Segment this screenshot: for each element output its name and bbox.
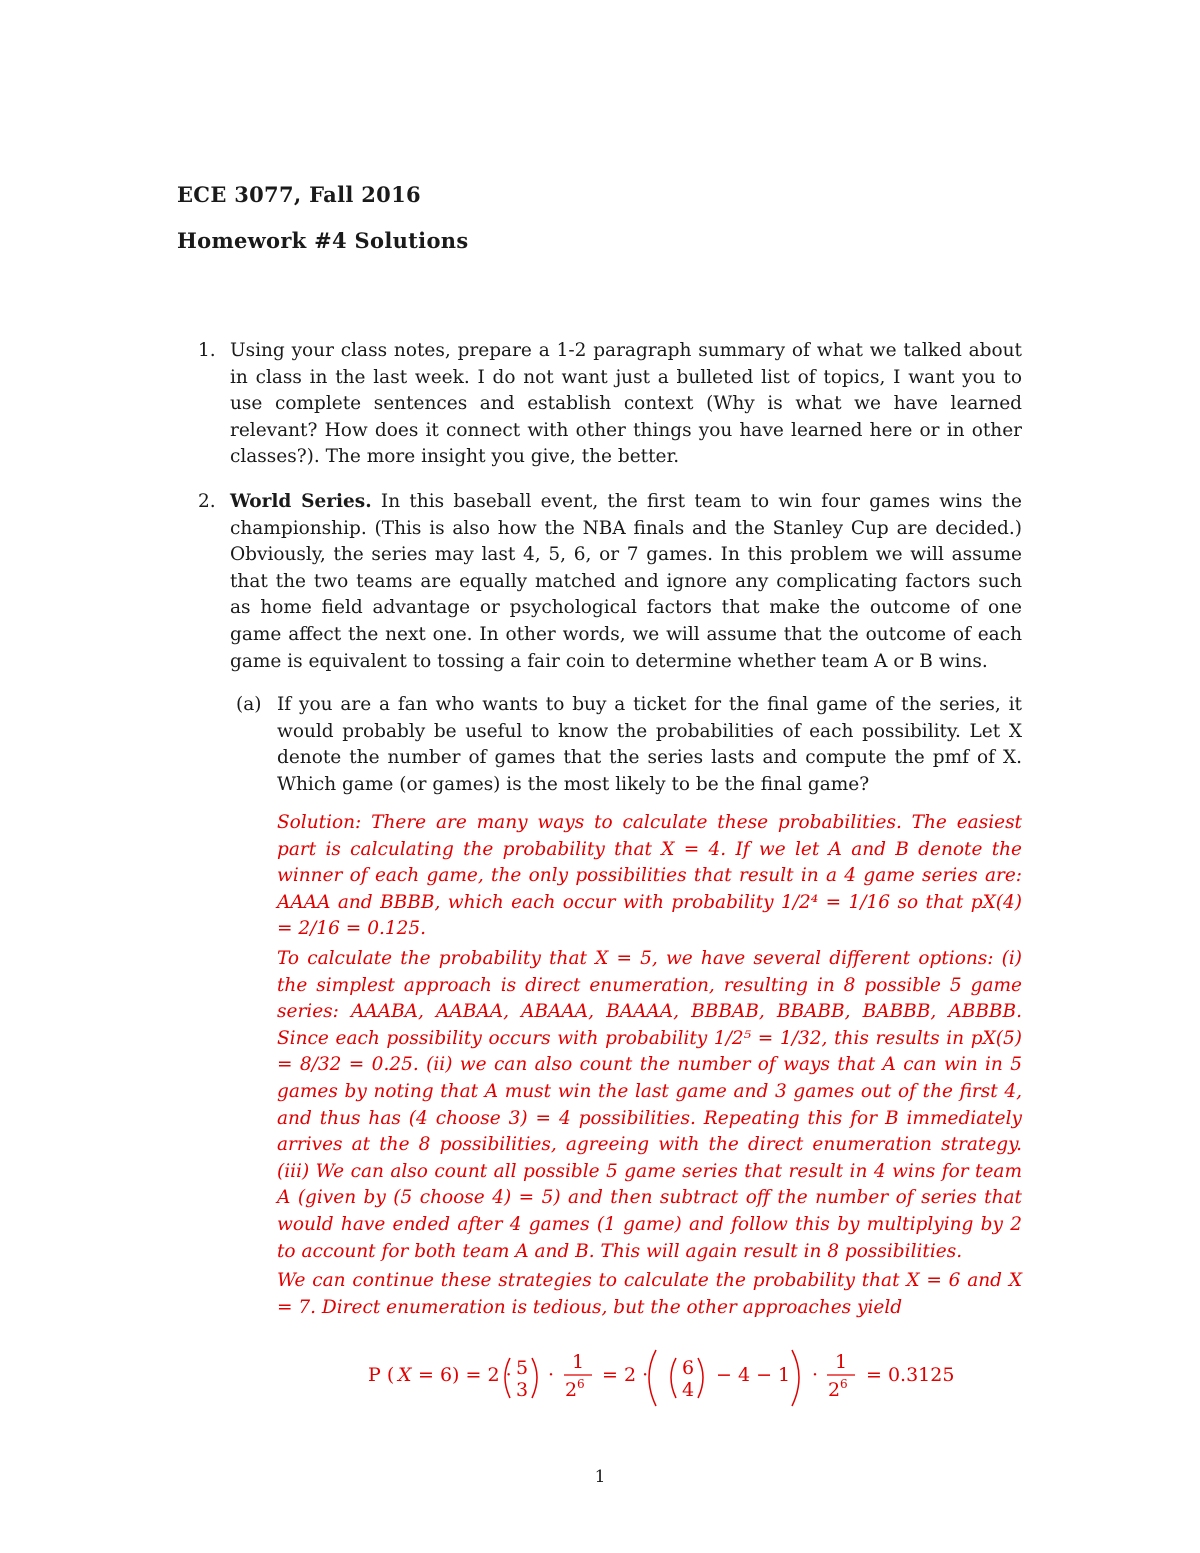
question-1-number: 1. [198, 340, 216, 361]
svg-text:1: 1 [835, 1351, 848, 1373]
course-title: ECE 3077, Fall 2016 [177, 182, 421, 207]
svg-text:− 4 − 1: − 4 − 1 [716, 1364, 791, 1386]
page-number: 1 [594, 1467, 606, 1487]
svg-text:·: · [812, 1364, 819, 1386]
svg-text:P (: P ( [368, 1364, 395, 1386]
part-a-label: (a) [236, 694, 262, 715]
svg-text:1: 1 [572, 1351, 585, 1373]
svg-text:5: 5 [516, 1357, 529, 1379]
question-2-body [230, 489, 1022, 675]
svg-text:6: 6 [577, 1377, 585, 1391]
solution-paragraph-3: We can continue these strategies to calculate the probability that X = 6 and X = 7. Direct enumeration is tedious, but the other approaches yield [277, 1270, 1022, 1318]
svg-text:2: 2 [828, 1379, 841, 1401]
svg-text:·: · [548, 1364, 555, 1386]
solution-paragraph-2: To calculate the probability that X = 5, we have several different options: (i) the simplest approach is direct enumeration, resulting in 8 possible 5 game series: AAABA, AABAA, ABAAA, BAAAA, BBBAB, BBABB, BABBB, ABBBB. Since each possibility occurs with probability 1/2⁵ = 1/32, this results in pX(5) = 8/32 = 0.25. (ii) we can also count the number of ways that A can win in 5 games by noting that A must win the last game and 3 games out of the first 4, and thus has (4 choose 3) = 4 possibilities. Repeating this for B immediately arrives at the 8 possibilities, agreeing with the direct enumeration strategy. (iii) We can also count all possible 5 game series that result in 4 wins for team A (given by (5 choose 4) = 5) and then subtract off the number of series that would have ended after 4 games (1 game) and follow this by multiplying by 2 to account for both team A and B. This will again result in 8 possibilities. [277, 948, 1022, 1262]
svg-text:3: 3 [516, 1379, 529, 1401]
homework-title: Homework #4 Solutions [177, 228, 469, 253]
solution-paragraph-1: Solution: There are many ways to calculate these probabilities. The easiest part is calculating the probability that X = 4. If we let A and B denote the winner of each game, the only possibilities that result in a 4 game series are: AAAA and BBBB, which each occur with probability 1/2⁴ = 1/16 so that pX(4) = 2/16 = 0.125. [277, 812, 1022, 940]
svg-text:= 2 ·: = 2 · [602, 1364, 649, 1386]
svg-text:2: 2 [565, 1379, 578, 1401]
svg-text:4: 4 [682, 1379, 695, 1401]
equation-p-x-6 [360, 1340, 960, 1410]
question-2-heading: World Series. [230, 491, 372, 512]
svg-text:= 6) = 2 ·: = 6) = 2 · [418, 1364, 512, 1386]
question-2-number: 2. [198, 491, 216, 512]
svg-text:6: 6 [840, 1377, 848, 1391]
svg-text:= 0.3125: = 0.3125 [866, 1364, 955, 1386]
question-2-text: In this baseball event, the first team to win four games wins the championship. (This is also how the NBA finals and the Stanley Cup are decided.) Obviously, the series may last 4, 5, 6, or 7 games. In this problem we will assume that the two teams are equally matched and ignore any complicating factors such as home field advantage or psychological factors that make the outcome of one game affect the next one. In other words, we will assume that the outcome of each game is equivalent to tossing a fair coin to determine whether team A or B wins. [230, 491, 1022, 672]
part-a-text: If you are a fan who wants to buy a ticket for the final game of the series, it would probably be useful to know the probabilities of each possibility. Let X denote the number of games that the series lasts and compute the pmf of X. Which game (or games) is the most likely to be the final game? [277, 694, 1022, 795]
svg-text:6: 6 [682, 1357, 695, 1379]
svg-text:X: X [398, 1364, 412, 1386]
question-1-text: Using your class notes, prepare a 1-2 paragraph summary of what we talked about in class in the last week. I do not want just a bulleted list of topics, I want you to use complete sentences and establish context (Why is what we have learned relevant? How does it connect with other things you have learned here or in other classes?). The more insight you give, the better. [230, 340, 1022, 468]
